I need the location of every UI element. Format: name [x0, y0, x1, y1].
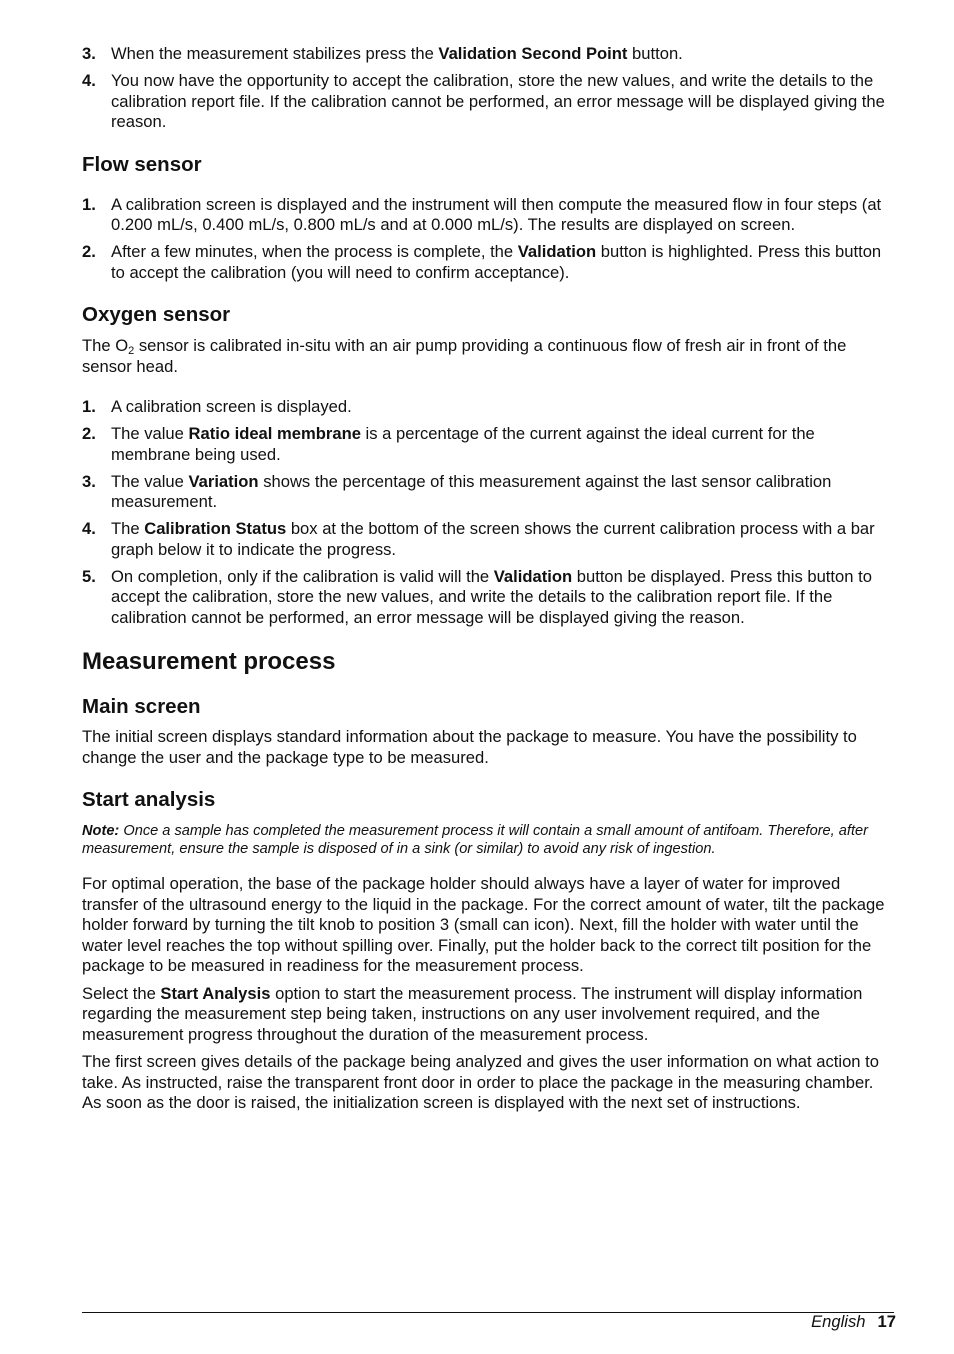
list-item: 1. A calibration screen is displayed. [82, 397, 352, 416]
paragraph-start-analysis: Select the Start Analysis option to start the measurement process. The instrument will display information regarding the measurement step being taken, instructions on any user involvement required, and the measurement progress throughout the duration of the measurement process. [82, 983, 863, 1044]
start-analysis-heading: Start analysis [82, 788, 216, 811]
paragraph-first-screen: The first screen gives details of the package being analyzed and gives the user information on what action to take. As instructed, raise the transparent front door in order to place the package in the measuring chamber. As soon as the door is raised, the initialization screen is displayed with the next set of instructions. [82, 1052, 879, 1112]
list-item: 1. A calibration screen is displayed and the instrument will then compute the measured flow in four steps (at 0.200 mL/s, 0.400 mL/s, 0.800 mL/s and at 0.000 mL/s). The results are displayed on screen. [82, 194, 882, 234]
list-item: 2. After a few minutes, when the process is complete, the Validation button is highlighted. Press this button to accept the calibration (you will need to confirm acceptance). [82, 242, 882, 282]
intro-steps [82, 44, 894, 133]
note-label: Note: [82, 823, 120, 839]
step-number: 1. [82, 194, 96, 214]
flow-sensor-heading: Flow sensor [82, 152, 202, 176]
step-number: 2. [82, 424, 96, 443]
measurement-process-heading: Measurement process [82, 648, 336, 675]
main-screen-text: The initial screen displays standard information about the package to measure. You have the possibility to change the user and the package type to be measured. [82, 727, 857, 767]
step-number: 3. [82, 471, 96, 491]
page-content [82, 44, 894, 1114]
footer-divider [82, 1312, 894, 1313]
list-item: 2. The value Ratio ideal membrane is a percentage of the current against the ideal current for the membrane being used. [82, 424, 815, 464]
list-item: 5. On completion, only if the calibration is valid will the Validation button be displayed. Press this button to accept the calibration, store the new values, and write the details to the calibration report file. If the calibration cannot be performed, an error message will be displayed giving the reason. [82, 566, 872, 627]
step-number: 2. [82, 242, 96, 261]
footer-language: English [811, 1312, 866, 1331]
page-footer [811, 1311, 896, 1333]
main-screen-heading: Main screen [82, 695, 201, 718]
list-item: 3. The value Variation shows the percentage of this measurement against the last sensor calibration measurement. [82, 471, 832, 511]
step-number: 4. [82, 519, 96, 538]
paragraph-water-layer: For optimal operation, the base of the package holder should always have a layer of water for improved transfer of the ultrasound energy to the liquid in the package. For the correct amount of water, tilt the package holder forward by turning the tilt knob to position 3 (small can icon). Next, fill the holder with water until the water level reaches the top without spilling over. Finally, put the holder back to the correct tilt position for the package to be measured in readiness for the measurement process. [82, 874, 885, 975]
oxygen-sensor-heading: Oxygen sensor [82, 303, 231, 326]
step-number: 5. [82, 566, 96, 586]
oxygen-intro: The $O_2$ sensor is calibrated in-situ with an air pump providing a continuous flow of fresh air in front of the sensor head. [82, 336, 847, 376]
list-item: 4. You now have the opportunity to accept the calibration, store the new values, and write the details to the calibration report file. If the calibration cannot be performed, an error message will be displayed giving the reason. [82, 71, 885, 131]
note: Note: Once a sample has completed the measurement process it will contain a small amount of antifoam. Therefore, after measurement, ensure the sample is disposed of in a sink (or similar) to avoid any risk of ingestion. [82, 823, 868, 857]
page-number: 17 [877, 1312, 896, 1331]
oxygen-sensor-steps [82, 397, 894, 628]
step-number: 3. [82, 44, 96, 63]
step-number: 4. [82, 71, 96, 90]
list-item: 4. The Calibration Status box at the bottom of the screen shows the current calibration process with a bar graph below it to indicate the progress. [82, 519, 875, 559]
list-item: 3. When the measurement stabilizes press the Validation Second Point button. [82, 44, 683, 63]
step-number: 1. [82, 397, 96, 416]
flow-sensor-steps [82, 195, 894, 284]
